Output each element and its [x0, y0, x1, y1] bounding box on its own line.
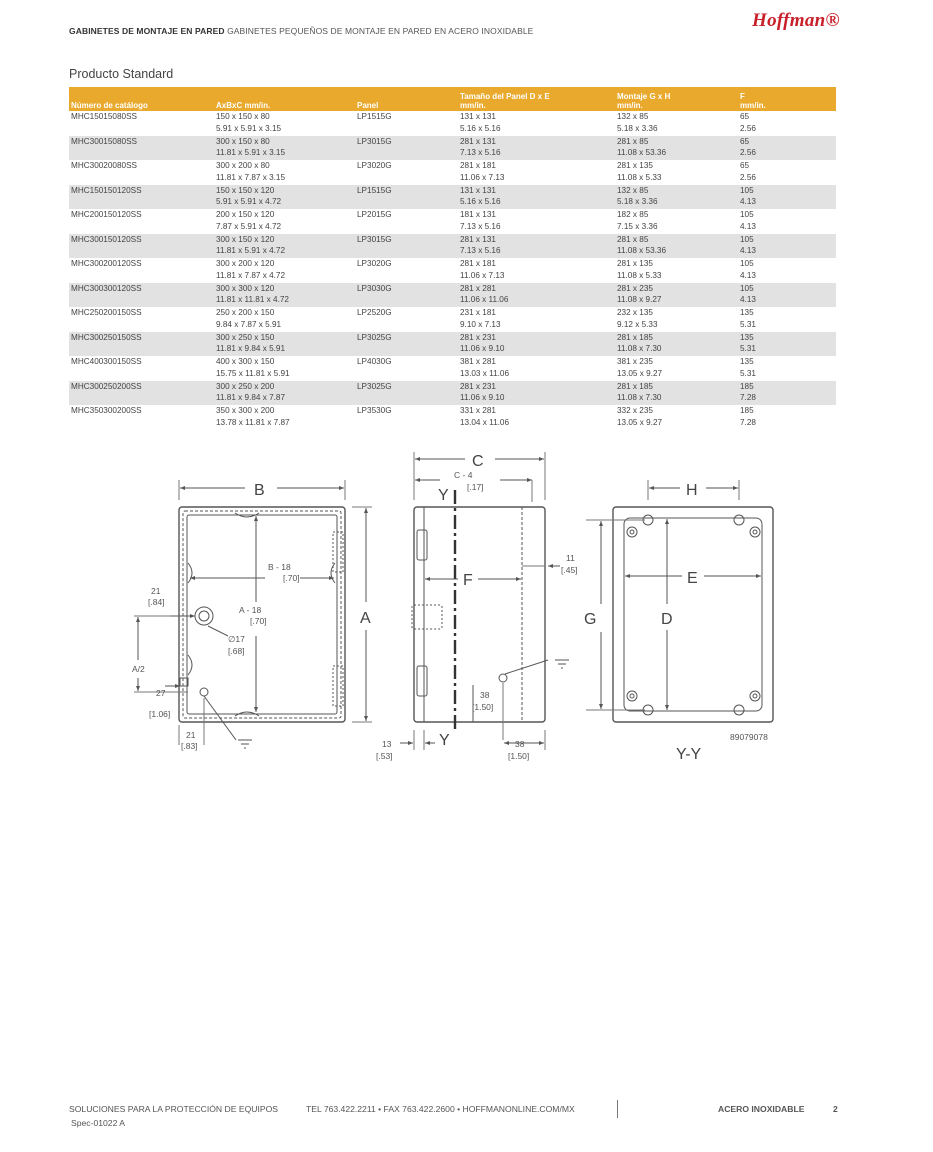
cell-panel-line: LP3015G: [357, 136, 392, 146]
cell-mounting-line: 182 x 85: [617, 210, 649, 219]
cell-f-line: 7.28: [740, 393, 756, 402]
cell-panel-size: [458, 136, 615, 161]
section-mark-y-bottom: Y: [439, 732, 450, 749]
table-row: [69, 307, 836, 332]
cell-dimensions-line: 200 x 150 x 120: [216, 210, 275, 219]
cell-catalog-line: MHC300250200SS: [71, 381, 142, 391]
dim-label-f: F: [463, 572, 473, 589]
dim-38a-in: [1.50]: [472, 702, 494, 712]
cell-mounting: [615, 381, 738, 406]
dim-d17: ∅17: [228, 634, 245, 644]
cell-panel: [355, 111, 458, 136]
cell-catalog: [69, 258, 214, 283]
cell-dimensions-line: 300 x 200 x 120: [216, 259, 275, 268]
cell-panel-size: [458, 111, 615, 136]
cell-dimensions-line: 5.91 x 5.91 x 4.72: [216, 197, 282, 206]
cell-dimensions-line: 7.87 x 5.91 x 4.72: [216, 221, 282, 231]
dim-21-in: [.84]: [148, 597, 165, 607]
cell-dimensions-line: 13.78 x 11.81 x 7.87: [216, 417, 290, 427]
cell-dimensions-line: 15.75 x 11.81 x 5.91: [216, 368, 290, 378]
dim-c4: C - 4: [454, 470, 473, 480]
section-label-yy: Y-Y: [676, 746, 702, 763]
cell-catalog-line: MHC300300120SS: [71, 283, 142, 293]
cell-panel: [355, 405, 458, 430]
dim-13: 13: [382, 739, 392, 749]
cell-dimensions: [214, 258, 355, 283]
table-row: [69, 136, 836, 161]
cell-dimensions: [214, 209, 355, 234]
cell-dimensions-line: 11.81 x 5.91 x 4.72: [216, 246, 286, 255]
cell-f: [738, 332, 836, 357]
cell-panel: [355, 307, 458, 332]
dim-d17-in: [.68]: [228, 646, 245, 656]
dim-21b-in: [.83]: [181, 741, 198, 751]
cell-catalog: [69, 234, 214, 259]
cell-mounting-line: 281 x 135: [617, 259, 653, 268]
cell-panel-size-line: 11.06 x 11.06: [460, 295, 509, 304]
cell-dimensions-line: 11.81 x 11.81 x 4.72: [216, 295, 289, 304]
cell-f-line: 5.31: [740, 319, 756, 329]
cell-f: [738, 258, 836, 283]
cell-panel-line: LP3020G: [357, 259, 392, 268]
cell-mounting-line: 381 x 235: [617, 357, 653, 366]
cell-panel-line: LP3025G: [357, 332, 392, 342]
col-mounting: Montaje G x H mm/in.: [615, 87, 738, 111]
cell-catalog-line: MHC30020080SS: [71, 161, 137, 170]
cell-mounting-line: 11.08 x 53.36: [617, 246, 667, 255]
cell-panel-size: [458, 405, 615, 430]
cell-panel-size: [458, 185, 615, 210]
cell-f-line: 2.56: [740, 148, 756, 157]
cell-dimensions: [214, 332, 355, 357]
cell-f-line: 105: [740, 210, 754, 219]
dim-13-in: [.53]: [376, 751, 393, 761]
cell-panel-size-line: 7.13 x 5.16: [460, 221, 501, 231]
cell-f-line: 185: [740, 406, 754, 415]
cell-f-line: 135: [740, 308, 754, 317]
cell-panel-line: LP1515G: [357, 185, 392, 195]
cell-dimensions-line: 350 x 300 x 200: [216, 406, 275, 415]
cell-dimensions: [214, 283, 355, 308]
cell-mounting-line: 232 x 135: [617, 308, 653, 317]
cell-panel: [355, 209, 458, 234]
back-view: [586, 480, 773, 722]
table-row: [69, 381, 836, 406]
cell-dimensions-line: 150 x 150 x 120: [216, 185, 275, 195]
cell-mounting-line: 281 x 85: [617, 234, 649, 244]
dim-b18-in: [.70]: [283, 573, 300, 583]
cell-dimensions-line: 5.91 x 5.91 x 3.15: [216, 123, 282, 133]
col-panel-size: Tamaño del Panel D x E mm/in.: [458, 87, 615, 111]
cell-dimensions-line: 300 x 300 x 120: [216, 283, 275, 293]
cell-catalog: [69, 381, 214, 406]
dim-a18-in: [.70]: [250, 616, 267, 626]
footer-divider: [617, 1100, 618, 1118]
cell-mounting: [615, 258, 738, 283]
cell-dimensions: [214, 136, 355, 161]
cell-panel: [355, 234, 458, 259]
dim-label-b: B: [254, 482, 265, 499]
drawing-part-number: 89079078: [730, 732, 768, 742]
cell-mounting: [615, 111, 738, 136]
dim-label-h: H: [686, 482, 698, 499]
page-header: [69, 26, 533, 36]
cell-dimensions: [214, 160, 355, 185]
dim-38b: 38: [515, 739, 525, 749]
footer-contact: TEL 763.422.2211 • FAX 763.422.2600 • HOFFMANONLINE.COM/MX: [306, 1104, 575, 1114]
cell-catalog: [69, 185, 214, 210]
cell-mounting-line: 7.15 x 3.36: [617, 221, 658, 231]
cell-panel-size: [458, 307, 615, 332]
table-row: [69, 332, 836, 357]
cell-f: [738, 136, 836, 161]
cell-panel-size-line: 381 x 281: [460, 357, 496, 366]
cell-panel-size-line: 281 x 131: [460, 136, 496, 146]
cell-catalog: [69, 136, 214, 161]
dim-38b-in: [1.50]: [508, 751, 530, 761]
table-row: [69, 160, 836, 185]
cell-mounting-line: 9.12 x 5.33: [617, 319, 658, 329]
cell-mounting: [615, 307, 738, 332]
col-dimensions: AxBxC mm/in.: [214, 87, 355, 111]
footer-spec: Spec-01022 A: [71, 1118, 125, 1128]
dim-label-e: E: [687, 570, 698, 587]
footer-left: SOLUCIONES PARA LA PROTECCIÓN DE EQUIPOS: [69, 1104, 279, 1114]
cell-dimensions: [214, 185, 355, 210]
cell-panel-size-line: 5.16 x 5.16: [460, 123, 501, 133]
cell-f-line: 4.13: [740, 295, 756, 304]
cell-f-line: 65: [740, 112, 750, 121]
cell-panel-size: [458, 356, 615, 381]
dim-11-in: [.45]: [561, 565, 578, 575]
cell-f: [738, 283, 836, 308]
cell-f-line: 4.13: [740, 197, 756, 206]
cell-catalog-line: MHC15015080SS: [71, 112, 137, 121]
cell-catalog: [69, 356, 214, 381]
cell-panel-line: LP3015G: [357, 234, 392, 244]
table-row: [69, 405, 836, 430]
cell-dimensions-line: 300 x 250 x 200: [216, 381, 275, 391]
cell-panel-size-line: 11.06 x 9.10: [460, 393, 505, 402]
cell-f-line: 4.13: [740, 221, 756, 231]
cell-dimensions-line: 9.84 x 7.87 x 5.91: [216, 319, 282, 329]
cell-mounting-line: 332 x 235: [617, 406, 653, 415]
cell-panel: [355, 283, 458, 308]
footer-page-number: 2: [833, 1104, 838, 1114]
cell-dimensions-line: 150 x 150 x 80: [216, 112, 270, 121]
col-f: F mm/in.: [738, 87, 836, 111]
cell-panel-line: LP2520G: [357, 308, 392, 317]
cell-dimensions-line: 300 x 200 x 80: [216, 161, 270, 170]
cell-catalog: [69, 405, 214, 430]
cell-panel-line: LP1515G: [357, 112, 392, 121]
cell-panel-size-line: 281 x 181: [460, 161, 496, 170]
cell-panel: [355, 258, 458, 283]
cell-panel: [355, 332, 458, 357]
cell-mounting-line: 11.08 x 5.33: [617, 172, 662, 182]
cell-mounting: [615, 405, 738, 430]
table-row: [69, 209, 836, 234]
cell-mounting-line: 5.18 x 3.36: [617, 197, 658, 206]
cell-dimensions-line: 11.81 x 7.87 x 3.15: [216, 172, 286, 182]
cell-f-line: 5.31: [740, 368, 756, 378]
cell-f-line: 7.28: [740, 417, 756, 427]
cell-panel: [355, 136, 458, 161]
cell-dimensions-line: 300 x 150 x 120: [216, 234, 275, 244]
cell-catalog-line: MHC200150120SS: [71, 210, 142, 219]
cell-panel-size: [458, 283, 615, 308]
cell-panel-line: LP3030G: [357, 283, 392, 293]
dim-a2: A/2: [132, 664, 145, 674]
dim-c4-in: [.17]: [467, 482, 484, 492]
cell-mounting: [615, 136, 738, 161]
cell-f-line: 4.13: [740, 270, 756, 280]
cell-catalog-line: MHC350300200SS: [71, 406, 142, 415]
cell-mounting-line: 281 x 185: [617, 381, 653, 391]
cell-mounting-line: 11.08 x 7.30: [617, 344, 662, 353]
dim-11: 11: [566, 553, 575, 563]
cell-panel-size: [458, 332, 615, 357]
cell-panel-size-line: 9.10 x 7.13: [460, 319, 501, 329]
cell-f: [738, 356, 836, 381]
dim-21: 21: [151, 586, 161, 596]
cell-panel-size-line: 13.04 x 11.06: [460, 417, 510, 427]
cell-panel-size-line: 11.06 x 7.13: [460, 172, 505, 182]
cell-catalog-line: MHC250200150SS: [71, 308, 142, 317]
cell-panel-line: LP3530G: [357, 406, 392, 415]
cell-panel-size-line: 11.06 x 7.13: [460, 270, 505, 280]
cell-f-line: 185: [740, 381, 754, 391]
cell-mounting: [615, 209, 738, 234]
cell-panel-line: LP3020G: [357, 161, 392, 170]
cell-panel-size-line: 11.06 x 9.10: [460, 344, 505, 353]
cell-mounting-line: 132 x 85: [617, 112, 649, 121]
page-title: Producto Standard: [69, 67, 174, 81]
cell-f-line: 5.31: [740, 344, 756, 353]
cell-panel-size: [458, 234, 615, 259]
cell-catalog: [69, 332, 214, 357]
cell-f-line: 105: [740, 185, 754, 195]
cell-f-line: 2.56: [740, 123, 756, 133]
dim-label-c: C: [472, 453, 484, 470]
cell-dimensions-line: 400 x 300 x 150: [216, 357, 275, 366]
cell-mounting: [615, 234, 738, 259]
cell-mounting-line: 5.18 x 3.36: [617, 123, 658, 133]
cell-mounting: [615, 332, 738, 357]
dim-21b: 21: [186, 730, 196, 740]
dim-label-g: G: [584, 611, 597, 628]
cell-panel-size-line: 281 x 181: [460, 259, 496, 268]
cell-mounting: [615, 160, 738, 185]
cell-panel-size: [458, 209, 615, 234]
cell-catalog: [69, 160, 214, 185]
cell-f-line: 2.56: [740, 172, 756, 182]
cell-f-line: 4.13: [740, 246, 756, 255]
cell-f: [738, 234, 836, 259]
cell-catalog-line: MHC30015080SS: [71, 136, 137, 146]
cell-panel-size: [458, 258, 615, 283]
cell-mounting-line: 11.08 x 5.33: [617, 270, 662, 280]
dim-27: 27: [156, 688, 166, 698]
cell-dimensions: [214, 111, 355, 136]
dim-27-in: [1.06]: [149, 709, 171, 719]
cell-f-line: 105: [740, 234, 754, 244]
cell-dimensions: [214, 405, 355, 430]
cell-mounting-line: 11.08 x 53.36: [617, 148, 667, 157]
cell-f-line: 65: [740, 161, 750, 170]
dim-38a: 38: [480, 690, 490, 700]
cell-panel: [355, 381, 458, 406]
cell-panel: [355, 160, 458, 185]
cell-panel-size-line: 5.16 x 5.16: [460, 197, 501, 206]
cell-panel-line: LP3025G: [357, 381, 392, 391]
cell-dimensions-line: 11.81 x 5.91 x 3.15: [216, 148, 286, 157]
cell-catalog: [69, 283, 214, 308]
cell-f: [738, 307, 836, 332]
cell-panel-size-line: 181 x 131: [460, 210, 496, 219]
dim-b18: B - 18: [268, 562, 291, 572]
cell-mounting: [615, 185, 738, 210]
cell-dimensions-line: 11.81 x 9.84 x 7.87: [216, 393, 286, 402]
cell-f: [738, 160, 836, 185]
cell-f: [738, 381, 836, 406]
table-header-row: [69, 87, 836, 111]
cell-panel-size-line: 13.03 x 11.06: [460, 368, 510, 378]
cell-dimensions: [214, 381, 355, 406]
cell-panel-size-line: 281 x 131: [460, 234, 496, 244]
table-row: [69, 185, 836, 210]
cell-catalog: [69, 111, 214, 136]
cell-panel-size: [458, 381, 615, 406]
cell-dimensions-line: 11.81 x 9.84 x 5.91: [216, 344, 286, 353]
cell-dimensions-line: 300 x 250 x 150: [216, 332, 275, 342]
cell-mounting: [615, 356, 738, 381]
cell-catalog: [69, 209, 214, 234]
cell-panel-size-line: 231 x 181: [460, 308, 496, 317]
cell-panel-size-line: 7.13 x 5.16: [460, 246, 501, 255]
hoffman-logo: Hoffman®: [752, 10, 841, 31]
cell-mounting-line: 13.05 x 9.27: [617, 417, 663, 427]
cell-panel-size-line: 331 x 281: [460, 406, 496, 415]
cell-catalog-line: MHC400300150SS: [71, 357, 142, 366]
header-subsection: GABINETES PEQUEÑOS DE MONTAJE EN PARED EN ACERO INOXIDABLE: [227, 26, 534, 36]
dim-a18: A - 18: [239, 605, 262, 615]
cell-panel-line: LP2015G: [357, 210, 392, 219]
cell-dimensions: [214, 356, 355, 381]
cell-dimensions-line: 11.81 x 7.87 x 4.72: [216, 270, 286, 280]
cell-mounting: [615, 283, 738, 308]
cell-f-line: 105: [740, 283, 754, 293]
cell-panel: [355, 185, 458, 210]
spec-table: [69, 87, 836, 430]
cell-panel-size-line: 281 x 231: [460, 332, 496, 342]
cell-catalog-line: MHC150150120SS: [71, 185, 142, 195]
cell-dimensions-line: 300 x 150 x 80: [216, 136, 270, 146]
dim-label-d: D: [661, 611, 673, 628]
cell-f: [738, 111, 836, 136]
cell-mounting-line: 132 x 85: [617, 185, 649, 195]
cell-mounting-line: 11.08 x 7.30: [617, 393, 662, 402]
table-row: [69, 283, 836, 308]
header-section: GABINETES DE MONTAJE EN PARED: [69, 26, 225, 36]
table-row: [69, 356, 836, 381]
cell-mounting-line: 281 x 235: [617, 283, 653, 293]
cell-dimensions-line: 250 x 200 x 150: [216, 308, 275, 317]
cell-panel-size-line: 131 x 131: [460, 185, 496, 195]
table-row: [69, 111, 836, 136]
table-row: [69, 258, 836, 283]
cell-mounting-line: 281 x 135: [617, 161, 653, 170]
cell-f-line: 135: [740, 332, 754, 342]
cell-f-line: 105: [740, 259, 754, 268]
cell-catalog: [69, 307, 214, 332]
cell-panel-line: LP4030G: [357, 357, 392, 366]
cell-dimensions: [214, 234, 355, 259]
cell-panel-size-line: 7.13 x 5.16: [460, 148, 501, 157]
cell-mounting-line: 11.08 x 9.27: [617, 295, 662, 304]
cell-f: [738, 209, 836, 234]
cell-mounting-line: 13.05 x 9.27: [617, 368, 663, 378]
cell-catalog-line: MHC300200120SS: [71, 259, 142, 268]
section-mark-y-top: Y: [438, 487, 449, 504]
cell-f-line: 135: [740, 357, 754, 366]
cell-mounting-line: 281 x 85: [617, 136, 649, 146]
col-panel: Panel: [355, 87, 458, 111]
cell-f: [738, 405, 836, 430]
cell-dimensions: [214, 307, 355, 332]
table-row: [69, 234, 836, 259]
footer-material: ACERO INOXIDABLE: [718, 1104, 805, 1114]
cell-f: [738, 185, 836, 210]
cell-panel-size-line: 281 x 281: [460, 283, 496, 293]
cell-f-line: 65: [740, 136, 750, 146]
cell-mounting-line: 281 x 185: [617, 332, 653, 342]
col-catalog: Número de catálogo: [69, 87, 214, 111]
cell-panel: [355, 356, 458, 381]
cell-panel-size-line: 131 x 131: [460, 112, 496, 121]
dim-label-a: A: [360, 610, 371, 627]
technical-drawing: [0, 440, 933, 780]
cell-panel-size: [458, 160, 615, 185]
cell-panel-size-line: 281 x 231: [460, 381, 496, 391]
cell-catalog-line: MHC300250150SS: [71, 332, 142, 342]
cell-catalog-line: MHC300150120SS: [71, 234, 142, 244]
